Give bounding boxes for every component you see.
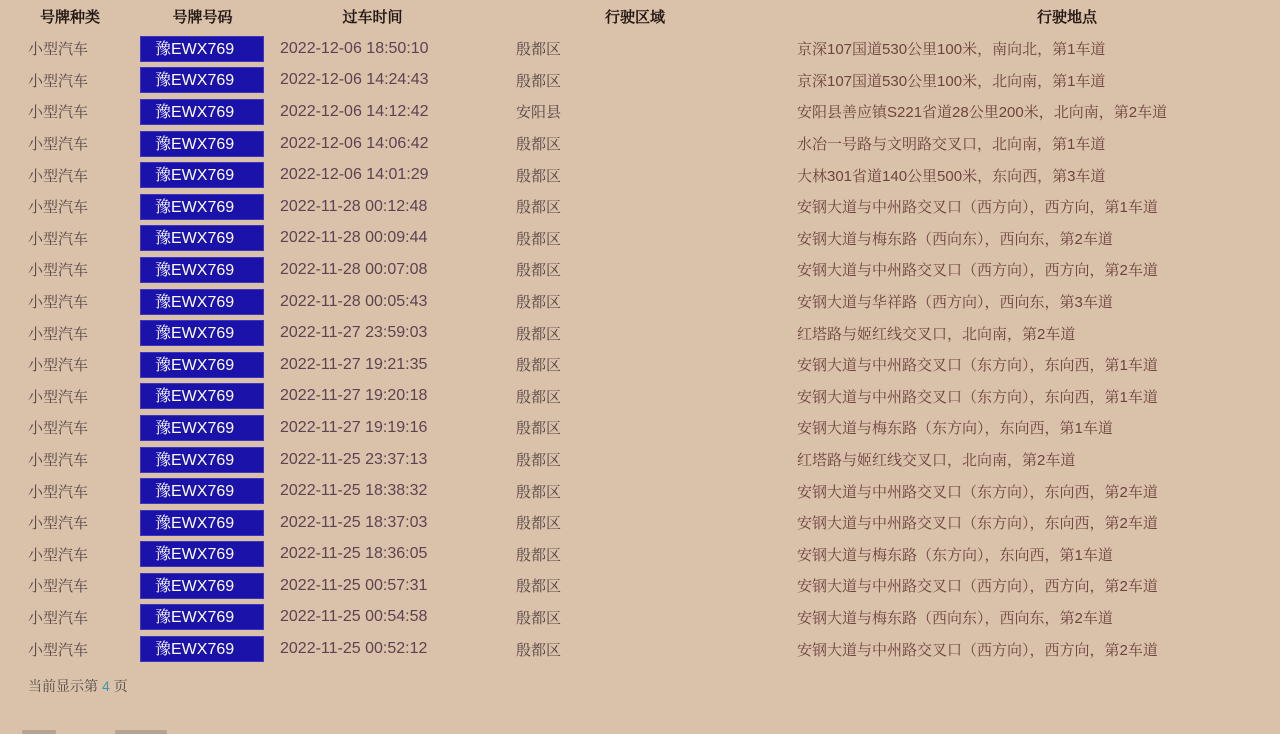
plate-number-badge[interactable]: 豫EWX769 [140,36,264,62]
plate-type-cell: 小型汽车 [28,294,89,312]
driving-region-cell: 殷都区 [516,578,562,596]
table-row [0,317,1280,349]
plate-type-cell: 小型汽车 [28,483,89,501]
driving-region-cell: 殷都区 [516,262,562,280]
plate-number-badge[interactable]: 豫EWX769 [140,320,264,346]
driving-region-cell: 殷都区 [516,72,562,90]
plate-type-cell: 小型汽车 [28,452,89,470]
plate-number-badge[interactable]: 豫EWX769 [140,636,264,662]
driving-region-cell: 殷都区 [516,515,562,533]
driving-location-cell: 安钢大道与中州路交叉口（东方向），东向西，第1车道 [797,357,1158,375]
header-plate-number: 号牌号码 [172,9,233,26]
plate-number-badge[interactable]: 豫EWX769 [140,447,264,473]
plate-number-cell [140,194,265,220]
plate-number-badge[interactable]: 豫EWX769 [140,99,264,125]
header-driving-region: 行驶区域 [604,9,665,26]
plate-type-cell: 小型汽车 [28,546,89,564]
plate-type-cell: 小型汽车 [28,262,89,280]
plate-number-cell [140,67,265,93]
plate-number-cell [140,320,265,346]
pagination [28,677,1280,695]
table-row [0,33,1280,65]
driving-location-cell: 安钢大道与中州路交叉口（东方向），东向西，第2车道 [797,515,1158,533]
driving-location-cell: 大林301省道140公里500米，东向西，第3车道 [797,167,1106,185]
plate-number-cell [140,510,265,536]
pass-time-cell: 2022-11-25 18:38:32 [280,482,428,500]
driving-region-cell: 殷都区 [516,483,562,501]
driving-region-cell: 殷都区 [516,294,562,312]
plate-number-badge[interactable]: 豫EWX769 [140,225,264,251]
plate-number-cell [140,604,265,630]
driving-location-cell: 安钢大道与中州路交叉口（西方向），西方向，第2车道 [797,578,1158,596]
driving-location-cell: 安钢大道与梅东路（东方向），东向西，第1车道 [797,420,1113,438]
clipped-bottom-content [0,729,300,734]
current-page-number[interactable]: 4 [102,677,110,694]
driving-location-cell: 京深107国道530公里100米，南向北，第1车道 [797,41,1106,59]
plate-number-cell [140,99,265,125]
plate-number-badge[interactable]: 豫EWX769 [140,162,264,188]
plate-type-cell: 小型汽车 [28,578,89,596]
plate-type-cell: 小型汽车 [28,104,89,122]
table-row [0,539,1280,571]
pass-time-cell: 2022-11-28 00:09:44 [280,229,428,247]
pass-time-cell: 2022-11-25 00:52:12 [280,640,428,658]
plate-type-cell: 小型汽车 [28,325,89,343]
header-driving-location: 行驶地点 [1036,9,1097,26]
table-body [0,33,1280,665]
plate-number-badge[interactable]: 豫EWX769 [140,510,264,536]
driving-location-cell: 安钢大道与梅东路（西向东），西向东，第2车道 [797,609,1113,627]
driving-location-cell: 红塔路与姬红线交叉口，北向南，第2车道 [797,452,1076,470]
plate-number-cell [140,415,265,441]
pass-time-cell: 2022-11-25 23:37:13 [280,450,428,468]
table-row [0,444,1280,476]
plate-number-badge[interactable]: 豫EWX769 [140,573,264,599]
pass-time-cell: 2022-12-06 18:50:10 [280,39,429,57]
plate-number-badge[interactable]: 豫EWX769 [140,383,264,409]
plate-number-badge[interactable]: 豫EWX769 [140,194,264,220]
pass-time-cell: 2022-11-28 00:12:48 [280,197,428,215]
driving-region-cell: 殷都区 [516,641,562,659]
driving-region-cell: 殷都区 [516,388,562,406]
plate-number-cell [140,36,265,62]
plate-number-cell [140,162,265,188]
plate-number-cell [140,131,265,157]
plate-number-cell [140,352,265,378]
pass-time-cell: 2022-11-25 18:37:03 [280,513,428,531]
driving-location-cell: 安钢大道与华祥路（西方向），西向东，第3车道 [797,294,1113,312]
driving-region-cell: 殷都区 [516,357,562,375]
plate-number-badge[interactable]: 豫EWX769 [140,478,264,504]
plate-number-cell [140,573,265,599]
plate-number-cell [140,225,265,251]
table-row [0,633,1280,665]
plate-number-cell [140,289,265,315]
driving-region-cell: 殷都区 [516,420,562,438]
plate-type-cell: 小型汽车 [28,199,89,217]
plate-type-cell: 小型汽车 [28,388,89,406]
pass-time-cell: 2022-11-25 00:54:58 [280,608,428,626]
driving-region-cell: 殷都区 [516,452,562,470]
plate-type-cell: 小型汽车 [28,641,89,659]
pass-time-cell: 2022-12-06 14:12:42 [280,102,429,120]
driving-location-cell: 安钢大道与中州路交叉口（西方向），西方向，第1车道 [797,199,1158,217]
pass-time-cell: 2022-12-06 14:06:42 [280,134,429,152]
pass-time-cell: 2022-11-27 19:20:18 [280,387,428,405]
table-row [0,96,1280,128]
table-row [0,191,1280,223]
driving-region-cell: 殷都区 [516,230,562,248]
plate-number-badge[interactable]: 豫EWX769 [140,257,264,283]
pass-time-cell: 2022-11-25 00:57:31 [280,576,428,594]
table-row [0,381,1280,413]
plate-number-badge[interactable]: 豫EWX769 [140,415,264,441]
pass-time-cell: 2022-11-27 19:19:16 [280,418,428,436]
driving-location-cell: 安钢大道与梅东路（西向东），西向东，第2车道 [797,230,1113,248]
driving-location-cell: 安钢大道与中州路交叉口（东方向），东向西，第1车道 [797,388,1158,406]
plate-type-cell: 小型汽车 [28,41,89,59]
plate-number-badge[interactable]: 豫EWX769 [140,541,264,567]
table-row [0,254,1280,286]
table-row [0,65,1280,97]
table-row [0,349,1280,381]
plate-type-cell: 小型汽车 [28,515,89,533]
clipped-text-fragment [22,730,56,734]
driving-region-cell: 殷都区 [516,41,562,59]
driving-location-cell: 京深107国道530公里100米，北向南，第1车道 [797,72,1106,90]
pass-time-cell: 2022-11-28 00:07:08 [280,260,428,278]
table-row [0,128,1280,160]
plate-type-cell: 小型汽车 [28,230,89,248]
driving-location-cell: 安阳县善应镇S221省道28公里200米，北向南，第2车道 [797,104,1168,122]
driving-region-cell: 殷都区 [516,167,562,185]
driving-region-cell: 殷都区 [516,199,562,217]
table-row [0,286,1280,318]
table-row [0,602,1280,634]
driving-region-cell: 殷都区 [516,136,562,154]
plate-type-cell: 小型汽车 [28,609,89,627]
plate-number-badge[interactable]: 豫EWX769 [140,604,264,630]
table-row [0,412,1280,444]
driving-region-cell: 殷都区 [516,546,562,564]
driving-region-cell: 殷都区 [516,325,562,343]
clipped-text-fragment [115,730,167,734]
plate-number-badge[interactable]: 豫EWX769 [140,289,264,315]
pass-time-cell: 2022-12-06 14:24:43 [280,71,429,89]
driving-location-cell: 安钢大道与梅东路（东方向），东向西，第1车道 [797,546,1113,564]
pass-time-cell: 2022-11-25 18:36:05 [280,545,428,563]
pass-time-cell: 2022-11-27 19:21:35 [280,355,428,373]
plate-type-cell: 小型汽车 [28,72,89,90]
table-row [0,223,1280,255]
header-plate-type: 号牌种类 [39,9,100,26]
plate-number-badge[interactable]: 豫EWX769 [140,352,264,378]
driving-location-cell: 水冶一号路与文明路交叉口，北向南，第1车道 [797,136,1106,154]
plate-number-badge[interactable]: 豫EWX769 [140,67,264,93]
pass-time-cell: 2022-11-27 23:59:03 [280,324,428,342]
table-header-row [0,0,1280,33]
pass-time-cell: 2022-11-28 00:05:43 [280,292,428,310]
plate-number-badge[interactable]: 豫EWX769 [140,131,264,157]
table-row [0,570,1280,602]
driving-region-cell: 安阳县 [516,104,562,122]
plate-number-cell [140,447,265,473]
plate-number-cell [140,478,265,504]
table-row [0,475,1280,507]
plate-type-cell: 小型汽车 [28,167,89,185]
table-row [0,159,1280,191]
driving-location-cell: 安钢大道与中州路交叉口（东方向），东向西，第2车道 [797,483,1158,501]
plate-type-cell: 小型汽车 [28,136,89,154]
plate-number-cell [140,636,265,662]
plate-number-cell [140,257,265,283]
pagination-suffix: 页 [113,677,128,694]
header-pass-time: 过车时间 [342,9,403,26]
driving-location-cell: 安钢大道与中州路交叉口（西方向），西方向，第2车道 [797,641,1158,659]
plate-type-cell: 小型汽车 [28,357,89,375]
pagination-prefix: 当前显示第 [28,677,98,694]
driving-region-cell: 殷都区 [516,609,562,627]
driving-location-cell: 安钢大道与中州路交叉口（西方向），西方向，第2车道 [797,262,1158,280]
plate-number-cell [140,383,265,409]
pass-time-cell: 2022-12-06 14:01:29 [280,166,429,184]
driving-location-cell: 红塔路与姬红线交叉口，北向南，第2车道 [797,325,1076,343]
plate-number-cell [140,541,265,567]
table-row [0,507,1280,539]
plate-type-cell: 小型汽车 [28,420,89,438]
